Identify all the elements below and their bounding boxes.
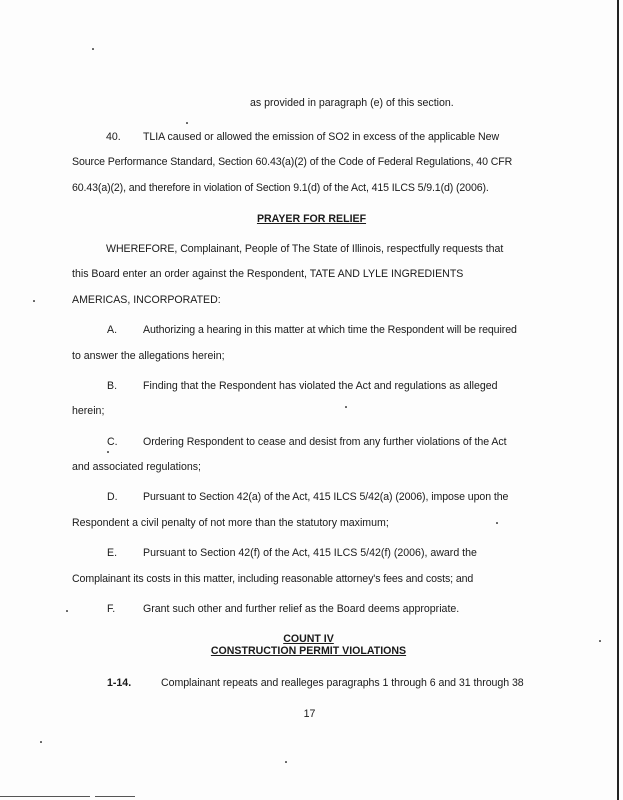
scan-speck [33, 300, 35, 302]
scan-speck [40, 741, 42, 743]
scan-edge-rule [95, 796, 135, 797]
page-edge [617, 0, 619, 800]
item-b-line2: herein; [72, 405, 105, 417]
paragraph-40-number: 40. [106, 131, 121, 143]
scan-speck [66, 610, 68, 612]
item-c-line2: and associated regulations; [72, 461, 201, 473]
item-d-line1: Pursuant to Section 42(a) of the Act, 415 ILCS 5/42(a) (2006), impose upon the [143, 491, 509, 503]
paragraph-1-14-text: Complainant repeats and realleges paragraphs 1 through 6 and 31 through 38 [161, 677, 524, 689]
scan-speck [186, 122, 188, 124]
paragraph-40-line1: TLIA caused or allowed the emission of SO2 in excess of the applicable New [143, 131, 500, 143]
item-d-line2: Respondent a civil penalty of not more than the statutory maximum; [72, 517, 389, 529]
item-b-letter: B. [107, 380, 118, 392]
wherefore-line3: AMERICAS, INCORPORATED: [72, 294, 221, 306]
wherefore-line2: this Board enter an order against the Respondent, TATE AND LYLE INGREDIENTS [72, 268, 464, 280]
paragraph-39-tail: as provided in paragraph (e) of this section. [250, 97, 454, 109]
item-e-line1: Pursuant to Section 42(f) of the Act, 415 ILCS 5/42(f) (2006), award the [143, 547, 477, 559]
item-a-line1: Authorizing a hearing in this matter at which time the Respondent will be required [143, 324, 517, 336]
item-a-letter: A. [107, 324, 118, 336]
scan-speck [599, 640, 601, 642]
scan-speck [345, 406, 347, 408]
prayer-for-relief-heading: PRAYER FOR RELIEF [256, 213, 367, 225]
paragraph-40-line3: 60.43(a)(2), and therefore in violation of Section 9.1(d) of the Act, 415 ILCS 5/9.1(d) (2006). [72, 182, 489, 194]
paragraph-1-14-number: 1-14. [107, 677, 132, 689]
item-a-line2: to answer the allegations herein; [72, 350, 225, 362]
scan-speck [285, 761, 287, 763]
item-c-line1: Ordering Respondent to cease and desist from any further violations of the Act [143, 436, 507, 448]
item-f-line1: Grant such other and further relief as the Board deems appropriate. [143, 603, 460, 615]
wherefore-line1: WHEREFORE, Complainant, People of The State of Illinois, respectfully requests that [106, 243, 504, 255]
item-e-letter: E. [107, 547, 118, 559]
item-d-letter: D. [107, 491, 118, 503]
count-title: COUNT IV [283, 633, 334, 645]
item-e-line2: Complainant its costs in this matter, including reasonable attorney's fees and costs; and [72, 573, 474, 585]
scan-speck [92, 48, 94, 50]
item-f-letter: F. [107, 603, 116, 615]
scan-speck [496, 522, 498, 524]
item-c-letter: C. [107, 436, 118, 448]
paragraph-40-line2: Source Performance Standard, Section 60.43(a)(2) of the Code of Federal Regulations, 40 CFR [72, 156, 513, 168]
item-b-line1: Finding that the Respondent has violated the Act and regulations as alleged [143, 380, 498, 392]
page-number: 17 [303, 708, 316, 720]
scan-edge-rule [0, 796, 90, 797]
count-subtitle: CONSTRUCTION PERMIT VIOLATIONS [210, 645, 407, 657]
scan-speck [107, 451, 109, 453]
